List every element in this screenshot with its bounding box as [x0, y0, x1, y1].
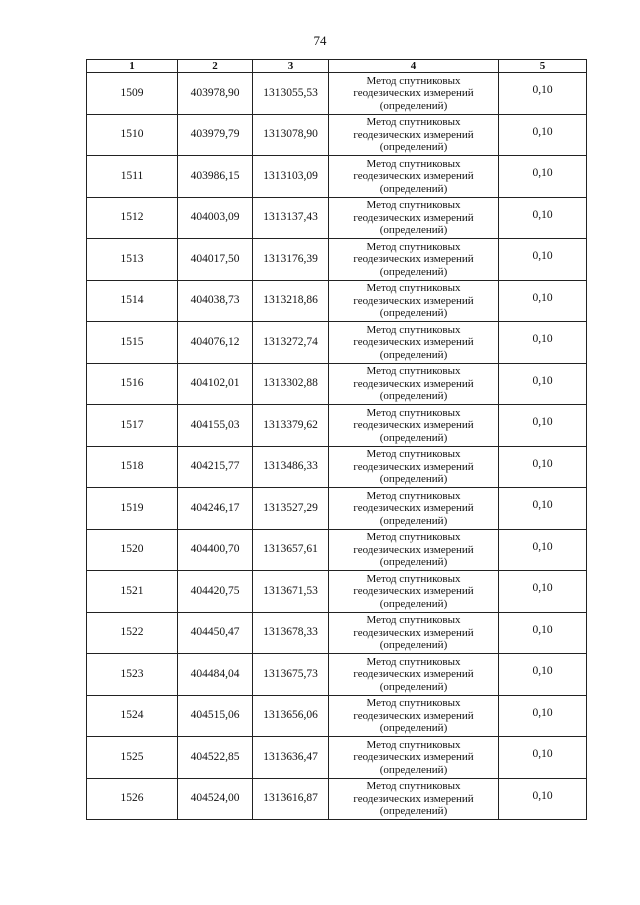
method-text-line: геодезических измерений [353, 751, 474, 763]
accuracy-cell: 0,10 [499, 612, 587, 654]
point-number-cell: 1519 [87, 488, 178, 530]
method-cell [329, 197, 499, 239]
y-coordinate-cell: 1313137,43 [253, 197, 329, 239]
point-number-cell: 1526 [87, 778, 178, 820]
method-text-line: геодезических измерений [353, 336, 474, 348]
method-text-line: (определений) [379, 348, 448, 361]
method-cell [329, 156, 499, 198]
method-cell [329, 571, 499, 613]
header-col-4: 4 [329, 60, 499, 73]
accuracy-cell: 0,10 [499, 695, 587, 737]
header-col-5: 5 [499, 60, 587, 73]
accuracy-cell: 0,10 [499, 322, 587, 364]
method-text-line: геодезических измерений [353, 668, 474, 680]
method-text-line: геодезических измерений [353, 502, 474, 514]
x-coordinate-cell: 404003,09 [178, 197, 253, 239]
method-text-line: геодезических измерений [353, 419, 474, 431]
method-text-line: (определений) [379, 182, 448, 195]
method-text-line: Метод спутниковых [366, 531, 461, 543]
method-text-line: (определений) [379, 680, 448, 693]
table-row [87, 239, 587, 281]
point-number-cell: 1518 [87, 446, 178, 488]
accuracy-cell: 0,10 [499, 114, 587, 156]
method-text-line: геодезических измерений [353, 253, 474, 265]
method-text-line: Метод спутниковых [366, 655, 461, 668]
accuracy-cell: 0,10 [499, 737, 587, 779]
method-text-line: Метод спутниковых [366, 738, 461, 751]
method-text-line: (определений) [379, 224, 448, 236]
y-coordinate-cell: 1313272,74 [253, 322, 329, 364]
table-row [87, 446, 587, 488]
accuracy-cell: 0,10 [499, 156, 587, 198]
x-coordinate-cell: 404155,03 [178, 405, 253, 447]
x-coordinate-cell: 404215,77 [178, 446, 253, 488]
table-row [87, 405, 587, 447]
method-text-line: геодезических измерений [353, 211, 474, 224]
method-text-line: геодезических измерений [353, 585, 474, 597]
y-coordinate-cell: 1313678,33 [253, 612, 329, 654]
table-row [87, 571, 587, 613]
x-coordinate-cell: 404524,00 [178, 778, 253, 820]
method-text-line: Метод спутниковых [366, 489, 461, 502]
y-coordinate-cell: 1313055,53 [253, 73, 329, 115]
y-coordinate-cell: 1313675,73 [253, 654, 329, 696]
x-coordinate-cell: 403986,15 [178, 156, 253, 198]
y-coordinate-cell: 1313379,62 [253, 405, 329, 447]
method-text-line: геодезических измерений [353, 460, 474, 473]
method-text-line: (определений) [379, 431, 448, 444]
table-row [87, 197, 587, 239]
accuracy-cell: 0,10 [499, 571, 587, 613]
accuracy-cell: 0,10 [499, 363, 587, 405]
method-text-line: Метод спутниковых [366, 614, 461, 626]
method-text-line: (определений) [379, 763, 448, 776]
y-coordinate-cell: 1313671,53 [253, 571, 329, 613]
method-cell [329, 654, 499, 696]
method-text-line: (определений) [379, 639, 448, 651]
y-coordinate-cell: 1313527,29 [253, 488, 329, 530]
method-text-line: Метод спутниковых [366, 572, 461, 585]
method-cell [329, 737, 499, 779]
table-row [87, 114, 587, 156]
accuracy-cell: 0,10 [499, 197, 587, 239]
table-row [87, 363, 587, 405]
y-coordinate-cell: 1313176,39 [253, 239, 329, 281]
method-cell [329, 612, 499, 654]
method-cell [329, 114, 499, 156]
x-coordinate-cell: 404400,70 [178, 529, 253, 571]
table-row [87, 654, 587, 696]
y-coordinate-cell: 1313302,88 [253, 363, 329, 405]
table-row [87, 695, 587, 737]
accuracy-cell: 0,10 [499, 446, 587, 488]
header-col-3: 3 [253, 60, 329, 73]
table-body [87, 73, 587, 820]
method-cell [329, 239, 499, 281]
method-cell [329, 529, 499, 571]
method-text-line: Метод спутниковых [366, 406, 461, 419]
point-number-cell: 1521 [87, 571, 178, 613]
accuracy-cell: 0,10 [499, 280, 587, 322]
method-text-line: (определений) [379, 473, 448, 485]
y-coordinate-cell: 1313103,09 [253, 156, 329, 198]
method-text-line: геодезических измерений [353, 626, 474, 639]
x-coordinate-cell: 404450,47 [178, 612, 253, 654]
method-text-line: геодезических измерений [353, 377, 474, 390]
point-number-cell: 1510 [87, 114, 178, 156]
method-text-line: Метод спутниковых [366, 365, 461, 377]
y-coordinate-cell: 1313656,06 [253, 695, 329, 737]
table-row [87, 322, 587, 364]
y-coordinate-cell: 1313636,47 [253, 737, 329, 779]
method-text-line: Метод спутниковых [366, 448, 461, 460]
table-row [87, 73, 587, 115]
method-text-line: (определений) [379, 141, 448, 153]
x-coordinate-cell: 403978,90 [178, 73, 253, 115]
method-text-line: (определений) [379, 597, 448, 610]
point-number-cell: 1511 [87, 156, 178, 198]
y-coordinate-cell: 1313218,86 [253, 280, 329, 322]
method-text-line: геодезических измерений [353, 543, 474, 556]
method-cell [329, 280, 499, 322]
method-cell [329, 488, 499, 530]
table-row [87, 488, 587, 530]
table-row [87, 612, 587, 654]
y-coordinate-cell: 1313616,87 [253, 778, 329, 820]
point-number-cell: 1514 [87, 280, 178, 322]
y-coordinate-cell: 1313657,61 [253, 529, 329, 571]
method-text-line: Метод спутниковых [366, 116, 461, 128]
x-coordinate-cell: 404038,73 [178, 280, 253, 322]
method-text-line: геодезических измерений [353, 792, 474, 805]
accuracy-cell: 0,10 [499, 778, 587, 820]
table-row [87, 280, 587, 322]
x-coordinate-cell: 404522,85 [178, 737, 253, 779]
method-text-line: (определений) [379, 307, 448, 319]
x-coordinate-cell: 404017,50 [178, 239, 253, 281]
method-text-line: Метод спутниковых [366, 157, 461, 170]
method-text-line: (определений) [379, 514, 448, 527]
accuracy-cell: 0,10 [499, 239, 587, 281]
method-text-line: (определений) [379, 556, 448, 568]
point-number-cell: 1522 [87, 612, 178, 654]
point-number-cell: 1513 [87, 239, 178, 281]
method-text-line: Метод спутниковых [366, 697, 461, 709]
method-text-line: Метод спутниковых [366, 74, 461, 87]
accuracy-cell: 0,10 [499, 73, 587, 115]
method-cell [329, 778, 499, 820]
method-text-line: Метод спутниковых [366, 282, 461, 294]
method-text-line: геодезических измерений [353, 170, 474, 182]
accuracy-cell: 0,10 [499, 405, 587, 447]
method-cell [329, 363, 499, 405]
method-text-line: геодезических измерений [353, 294, 474, 307]
x-coordinate-cell: 404420,75 [178, 571, 253, 613]
x-coordinate-cell: 403979,79 [178, 114, 253, 156]
point-number-cell: 1509 [87, 73, 178, 115]
method-text-line: геодезических измерений [353, 87, 474, 99]
point-number-cell: 1525 [87, 737, 178, 779]
table-row [87, 529, 587, 571]
accuracy-cell: 0,10 [499, 488, 587, 530]
table-row [87, 778, 587, 820]
method-cell [329, 405, 499, 447]
point-number-cell: 1524 [87, 695, 178, 737]
method-text-line: (определений) [379, 265, 448, 278]
x-coordinate-cell: 404102,01 [178, 363, 253, 405]
x-coordinate-cell: 404515,06 [178, 695, 253, 737]
header-col-2: 2 [178, 60, 253, 73]
point-number-cell: 1520 [87, 529, 178, 571]
x-coordinate-cell: 404246,17 [178, 488, 253, 530]
method-text-line: Метод спутниковых [366, 780, 461, 792]
point-number-cell: 1512 [87, 197, 178, 239]
table-row [87, 156, 587, 198]
method-cell [329, 446, 499, 488]
table-header [87, 60, 587, 73]
x-coordinate-cell: 404076,12 [178, 322, 253, 364]
accuracy-cell: 0,10 [499, 529, 587, 571]
method-text-line: геодезических измерений [353, 128, 474, 141]
page-number: 74 [313, 33, 327, 48]
method-text-line: (определений) [379, 99, 448, 112]
method-cell [329, 322, 499, 364]
accuracy-cell: 0,10 [499, 654, 587, 696]
method-text-line: (определений) [379, 722, 448, 734]
header-row [87, 60, 587, 73]
method-text-line: Метод спутниковых [366, 240, 461, 253]
point-number-cell: 1523 [87, 654, 178, 696]
method-text-line: Метод спутниковых [366, 323, 461, 336]
method-cell [329, 695, 499, 737]
point-number-cell: 1515 [87, 322, 178, 364]
point-number-cell: 1517 [87, 405, 178, 447]
table-row [87, 737, 587, 779]
coordinates-table [86, 59, 587, 820]
method-cell [329, 73, 499, 115]
method-text-line: (определений) [379, 390, 448, 402]
x-coordinate-cell: 404484,04 [178, 654, 253, 696]
method-text-line: (определений) [379, 805, 448, 817]
header-col-1: 1 [87, 60, 178, 73]
method-text-line: геодезических измерений [353, 709, 474, 722]
point-number-cell: 1516 [87, 363, 178, 405]
y-coordinate-cell: 1313078,90 [253, 114, 329, 156]
method-text-line: Метод спутниковых [366, 199, 461, 211]
y-coordinate-cell: 1313486,33 [253, 446, 329, 488]
